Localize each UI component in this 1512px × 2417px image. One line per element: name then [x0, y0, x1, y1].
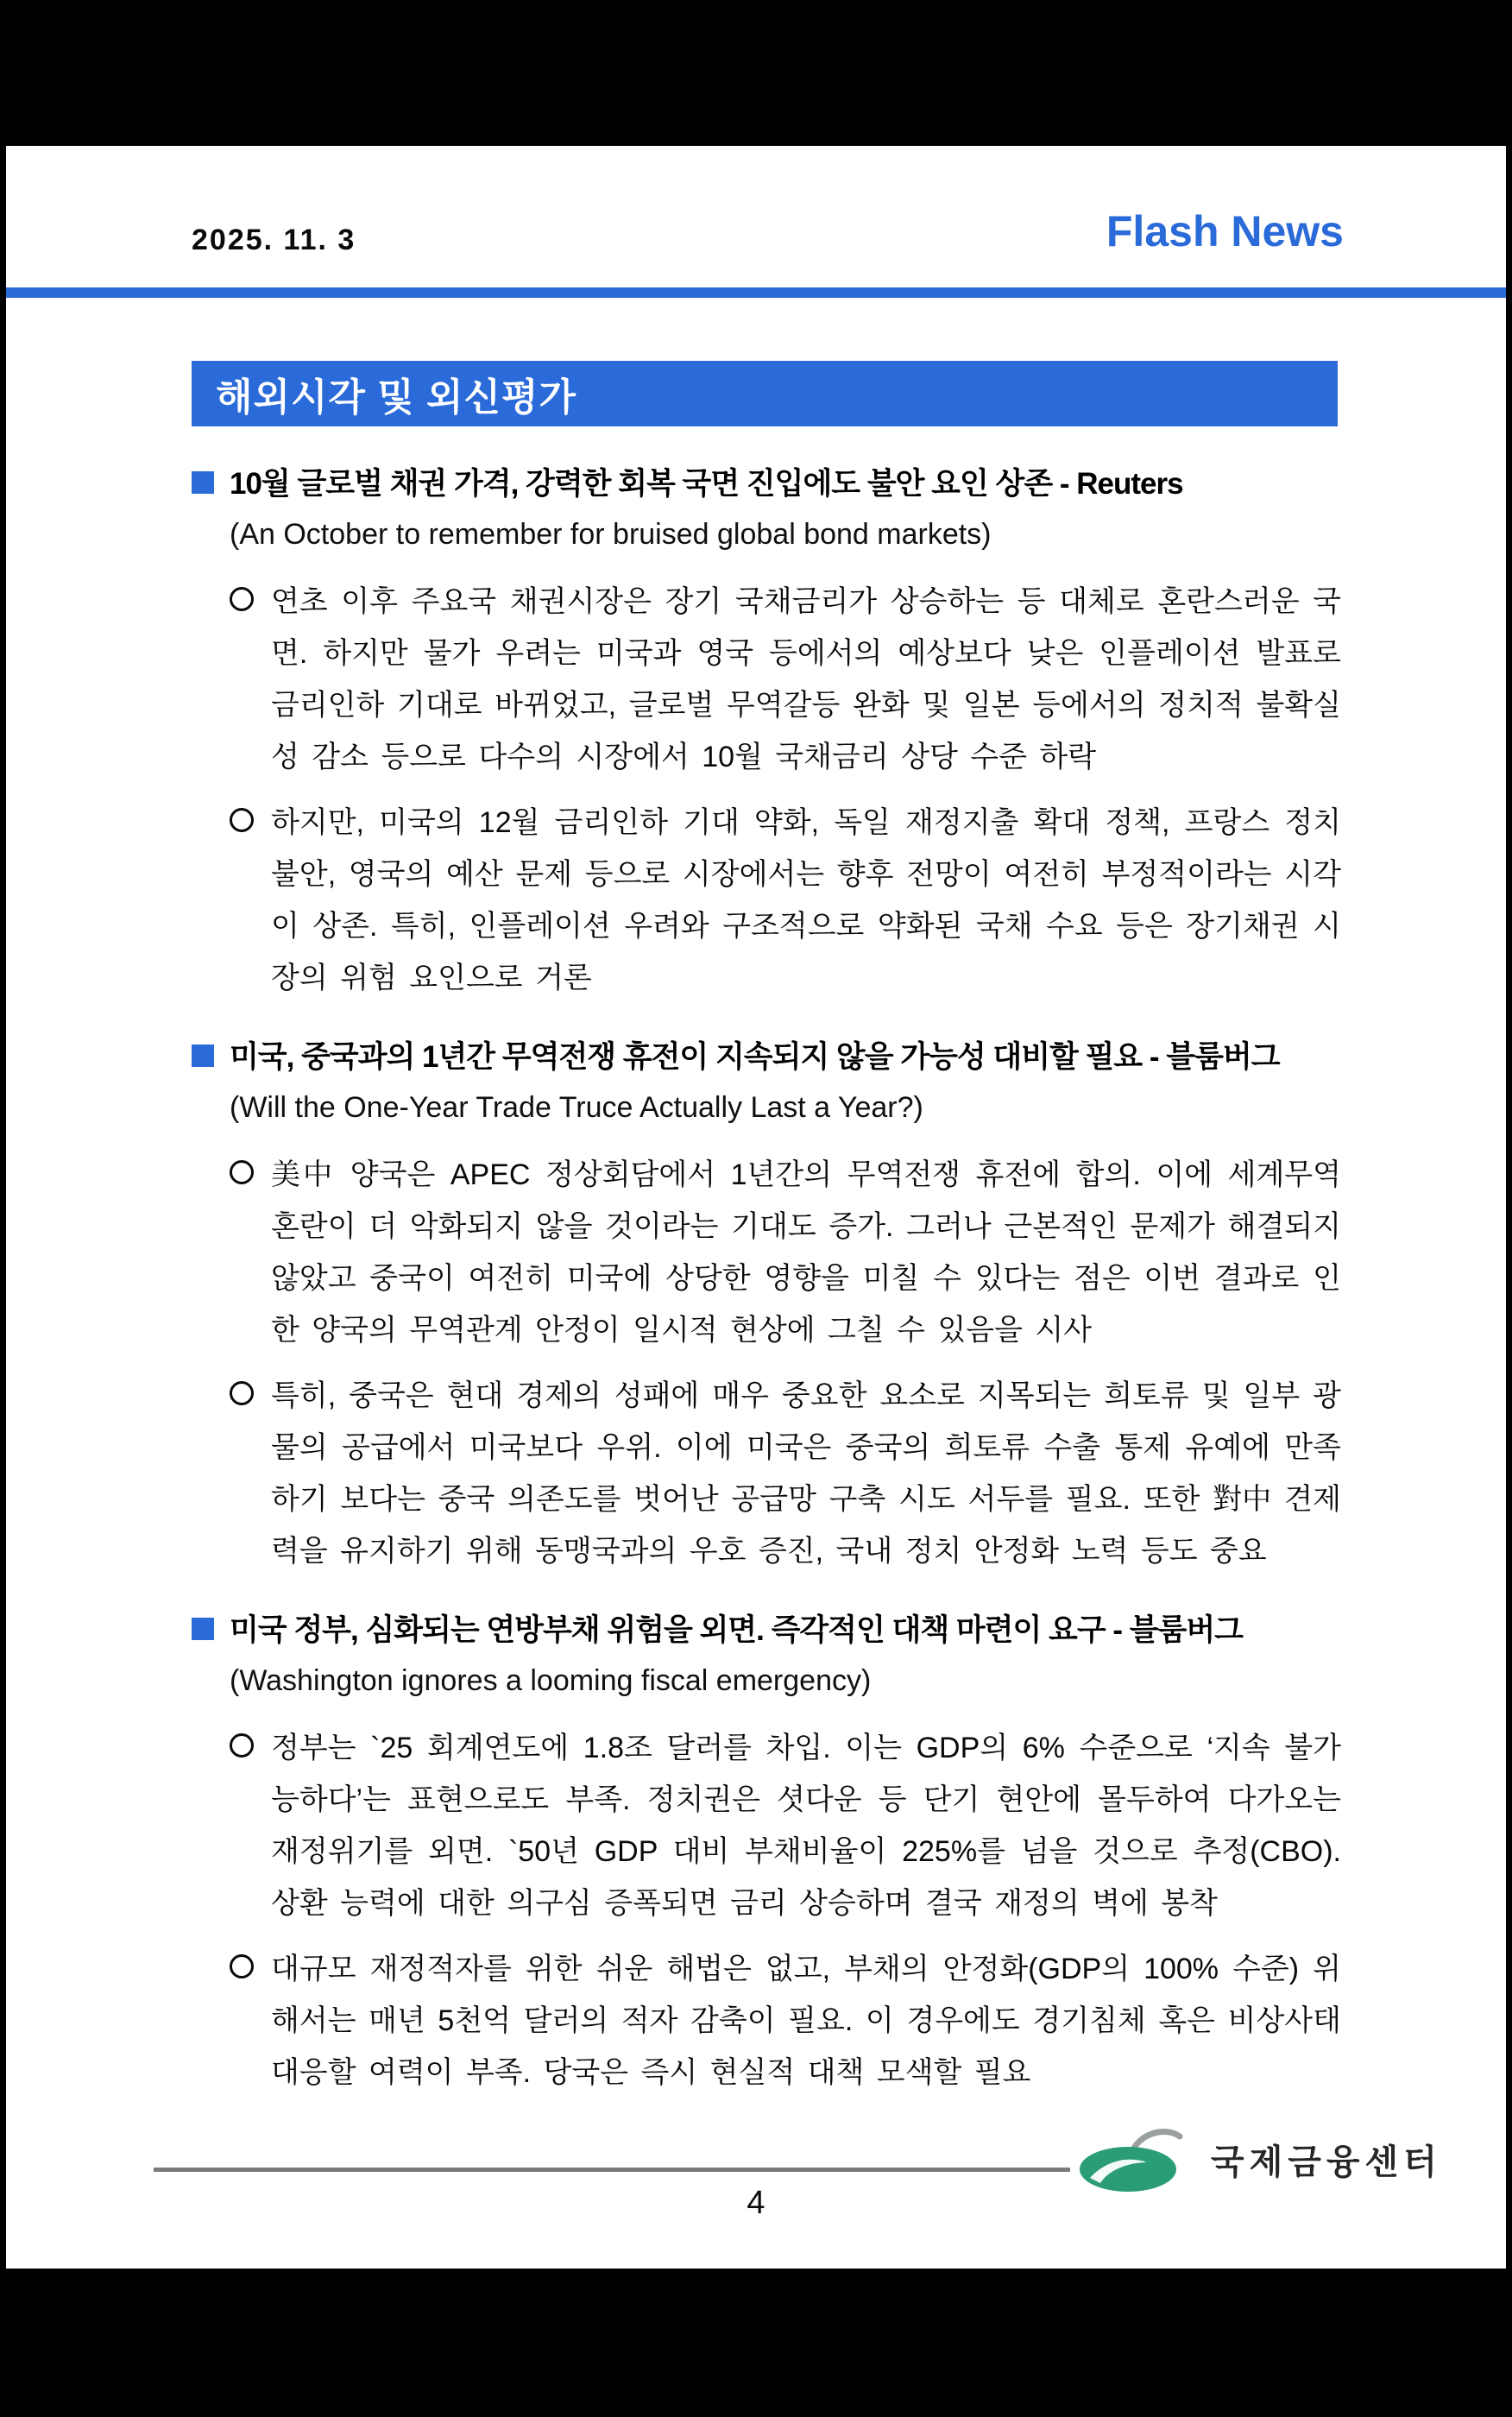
- bullet-text: 하지만, 미국의 12월 금리인하 기대 약화, 독일 재정지출 확대 정책, 프랑스 정치 불안, 영국의 예산 문제 등으로 시장에서는 향후 전망이 여전히 부정적이라는 시각이 상존. 특히, 인플레이션 우려와 구조적으로 약화된 국채 수요 등은 장기채권 시장의 위험 요인으로 거론: [271, 806, 1341, 994]
- circle-bullet-icon: [230, 587, 254, 611]
- section-title: 미국 정부, 심화되는 연방부채 위험을 외면. 즉각적인 대책 마련이 요구 - 블룸버그: [230, 1613, 1243, 1647]
- bullet-paragraph: [230, 797, 1341, 1004]
- square-bullet-icon: [192, 471, 214, 494]
- section-title: 10월 글로벌 채권 가격, 강력한 회복 국면 진입에도 불안 요인 상존 - Reuters: [230, 467, 1183, 501]
- section-heading-row: [192, 464, 1341, 505]
- org-logo-icon: [1074, 2124, 1204, 2193]
- circle-bullet-icon: [230, 808, 254, 832]
- bullet-paragraph: [230, 576, 1341, 783]
- org-name: 국제금융센터: [1211, 2142, 1442, 2181]
- bullet-paragraph: [230, 1370, 1341, 1577]
- section-subtitle: (An October to remember for bruised global bond markets): [230, 518, 992, 551]
- bullet-text: 대규모 재정적자를 위한 쉬운 해법은 없고, 부채의 안정화(GDP의 100% 수준) 위해서는 매년 5천억 달러의 적자 감축이 필요. 이 경우에도 경기침체 혹은 비상사태 대응할 여력이 부족. 당국은 즉시 현실적 대책 모색할 필요: [271, 1953, 1341, 2089]
- section-banner: [192, 361, 1338, 426]
- bullet-paragraph: [230, 1943, 1341, 2098]
- header-divider: [6, 287, 1506, 298]
- section-heading-row: [192, 1037, 1341, 1078]
- news-section: [192, 1610, 1341, 2098]
- news-section: [192, 464, 1341, 1004]
- bullet-paragraph: [230, 1722, 1341, 1929]
- circle-bullet-icon: [230, 1954, 254, 1978]
- section-subtitle: (Will the One-Year Trade Truce Actually Last a Year?): [230, 1091, 923, 1124]
- square-bullet-icon: [192, 1044, 214, 1067]
- bullet-text: 정부는 `25 회계연도에 1.8조 달러를 차입. 이는 GDP의 6% 수준으로 ‘지속 불가능하다’는 표현으로도 부족. 정치권은 셧다운 등 단기 현안에 몰두하여 다가오는 재정위기를 외면. `50년 GDP 대비 부채비율이 225%를 넘을 것으로 추정(CBO). 상환 능력에 대한 의구심 증폭되면 금리 상승하며 결국 재정의 벽에 봉착: [271, 1732, 1341, 1920]
- circle-bullet-icon: [230, 1160, 254, 1184]
- report-date: 2025. 11. 3: [192, 224, 356, 256]
- org-logo: [1074, 2124, 1442, 2193]
- report-page: [6, 146, 1506, 2269]
- bullet-paragraph: [230, 1149, 1341, 1356]
- bullet-text: 연초 이후 주요국 채권시장은 장기 국채금리가 상승하는 등 대체로 혼란스러운 국면. 하지만 물가 우려는 미국과 영국 등에서의 예상보다 낮은 인플레이션 발표로 금리인하 기대로 바뀌었고, 글로벌 무역갈등 완화 및 일본 등에서의 정치적 불확실성 감소 등으로 다수의 시장에서 10월 국채금리 상당 수준 하락: [271, 585, 1341, 773]
- section-title: 미국, 중국과의 1년간 무역전쟁 휴전이 지속되지 않을 가능성 대비할 필요 - 블룸버그: [230, 1040, 1280, 1074]
- circle-bullet-icon: [230, 1381, 254, 1405]
- brand-title: Flash News: [1106, 207, 1344, 256]
- circle-bullet-icon: [230, 1733, 254, 1758]
- square-bullet-icon: [192, 1618, 214, 1640]
- section-subtitle: (Washington ignores a looming fiscal emergency): [230, 1664, 872, 1697]
- bullet-text: 美中 양국은 APEC 정상회담에서 1년간의 무역전쟁 휴전에 합의. 이에 세계무역 혼란이 더 악화되지 않을 것이라는 기대도 증가. 그러나 근본적인 문제가 해결되지 않았고 중국이 여전히 미국에 상당한 영향을 미칠 수 있다는 점은 이번 결과로 인한 양국의 무역관계 안정이 일시적 현상에 그칠 수 있음을 시사: [271, 1158, 1341, 1347]
- news-section: [192, 1037, 1341, 1577]
- bullet-text: 특히, 중국은 현대 경제의 성패에 매우 중요한 요소로 지목되는 희토류 및 일부 광물의 공급에서 미국보다 우위. 이에 미국은 중국의 희토류 수출 통제 유예에 만족하기 보다는 중국 의존도를 벗어난 공급망 구축 시도 서두를 필요. 또한 對中 견제력을 유지하기 위해 동맹국과의 우호 증진, 국내 정치 안정화 노력 등도 중요: [271, 1379, 1341, 1568]
- page-number: 4: [747, 2185, 765, 2221]
- section-banner-label: 해외시각 및 외신평가: [216, 376, 576, 419]
- section-heading-row: [192, 1610, 1341, 1651]
- footer-divider: [154, 2168, 1070, 2172]
- page-content: [192, 464, 1341, 2131]
